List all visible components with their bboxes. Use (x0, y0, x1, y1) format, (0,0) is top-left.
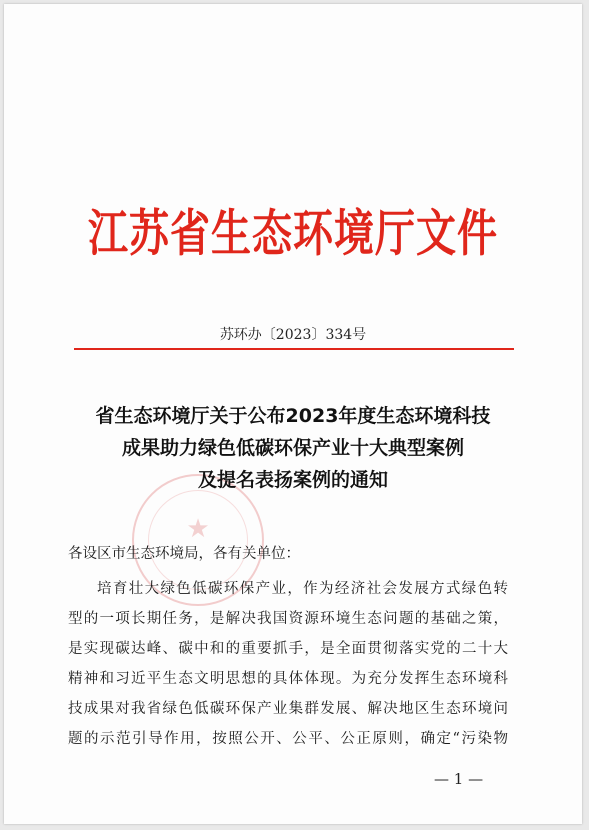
body-paragraph (68, 574, 508, 754)
document-page (4, 4, 582, 824)
seal-star-icon: ★ (186, 514, 210, 544)
red-divider-line (74, 348, 514, 350)
body-line: 是实现碳达峰、碳中和的重要抓手，是全面贯彻落实党的二十大 (68, 641, 508, 657)
body-line: 题的示范引导作用，按照公开、公平、公正原则，确定“污染物 (68, 731, 508, 747)
body-line: 技成果对我省绿色低碳环保产业集群发展、解决地区生态环境问 (68, 701, 508, 717)
salutation: 各设区市生态环境局，各有关单位： (68, 546, 300, 562)
body-line: 型的一项长期任务，是解决我国资源环境生态问题的基础之策， (68, 611, 508, 627)
notice-title-line-2: 成果助力绿色低碳环保产业十大典型案例 (121, 437, 464, 459)
page-number: — 1 — (434, 770, 484, 788)
document-header-title: 江苏省生态环境厅文件 (88, 205, 498, 263)
notice-title-line-1: 省生态环境厅关于公布2023年度生态环境科技 (95, 405, 491, 427)
document-number: 苏环办〔2023〕334号 (219, 327, 367, 343)
body-line: 精神和习近平生态文明思想的具体体现。为充分发挥生态环境科 (68, 671, 508, 687)
notice-title (44, 400, 542, 496)
body-line: 培育壮大绿色低碳环保产业，作为经济社会发展方式绿色转 (97, 581, 508, 597)
notice-title-line-3: 及提名表扬案例的通知 (197, 469, 388, 491)
